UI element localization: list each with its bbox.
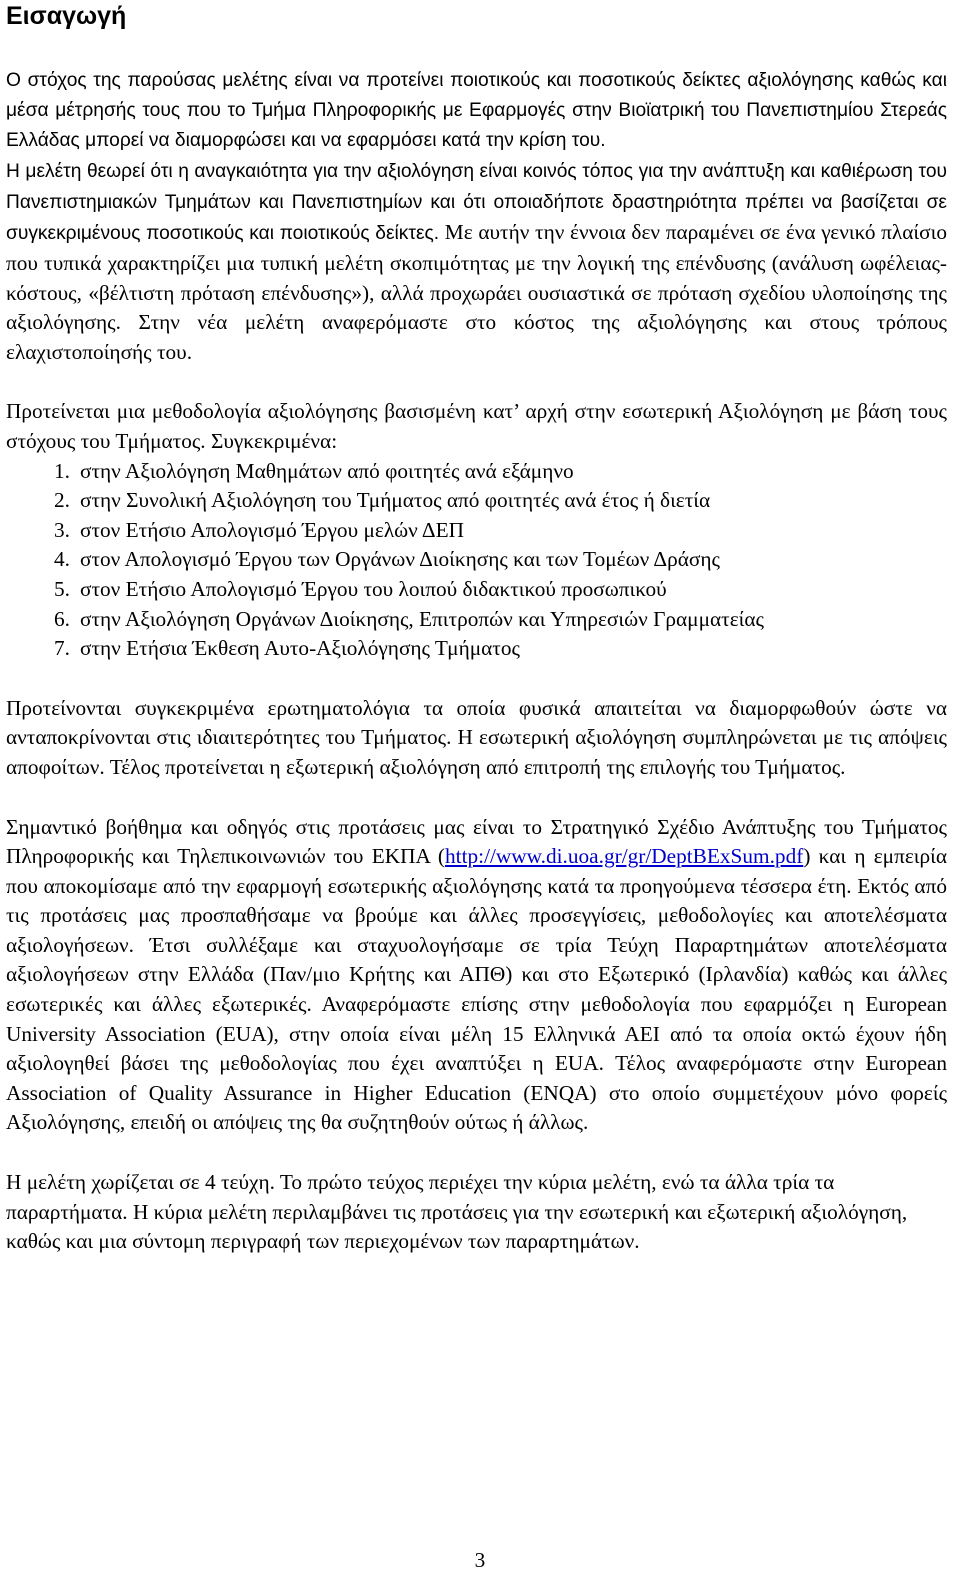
paragraph-spacer (6, 783, 947, 813)
structure-paragraph: Η μελέτη χωρίζεται σε 4 τεύχη. Το πρώτο τεύχος περιέχει την κύρια μελέτη, ενώ τα άλλα τρία τα παραρτήματα. Η κύρια μελέτη περιλαμβάνει τις προτάσεις για την εσωτερική και εξωτερική αξιολόγηση, καθώς και μια σύντομη περιγραφή των περιεχομένων των παραρτημάτων. (6, 1170, 908, 1254)
paragraph-spacer (6, 367, 947, 397)
section-heading: Εισαγωγή (6, 2, 127, 30)
list-item (6, 486, 947, 516)
page-number: 3 (474, 1548, 486, 1572)
strategic-plan-link[interactable]: http://www.di.uoa.gr/gr/DeptBExSum.pdf (445, 844, 804, 869)
list-item-number: 3. (54, 517, 70, 542)
sources-text-before-link: Σημαντικό βοήθημα και οδηγός στις προτάσεις μας είναι το Στρατηγικό Σχέδιο Ανάπτυξης του Τμήματος Πληροφορικής και Τηλεπικοινωνιών του ΕΚΠΑ ( (6, 814, 947, 869)
list-item (6, 545, 947, 575)
list-item-number: 7. (54, 636, 70, 661)
questionnaires-paragraph: Προτείνονται συγκεκριμένα ερωτηματολόγια τα οποία φυσικά απαιτείται να διαμορφωθούν ώστε να ανταποκρίνονται στις ιδιαιτερότητες του Τμήματος. Η εσωτερική αξιολόγηση συμπληρώνεται με τις απόψεις αποφοίτων. Τέλος προτείνεται η εξωτερική αξιολόγηση από επιτροπή της επιλογής του Τμήματος. (6, 695, 947, 779)
paragraph-spacer (6, 1138, 947, 1168)
list-item (6, 605, 947, 635)
list-item-text: στον Απολογισμό Έργου των Οργάνων Διοίκησης και των Τομέων Δράσης (80, 547, 720, 572)
list-item-text: στην Αξιολόγηση Μαθημάτων από φοιτητές ανά εξάμηνο (80, 458, 574, 483)
document-body (6, 66, 947, 1257)
list-item (6, 634, 947, 664)
list-item-text: στην Συνολική Αξιολόγηση του Τμήματος από φοιτητές ανά έτος ή διετία (80, 488, 711, 513)
list-item-text: στην Αξιολόγηση Οργάνων Διοίκησης, Επιτροπών και Υπηρεσιών Γραμματείας (80, 606, 764, 631)
list-item-number: 4. (54, 547, 70, 572)
list-item-text: στην Ετήσια Έκθεση Αυτο-Αξιολόγησης Τμήματος (80, 636, 520, 661)
list-item-number: 5. (54, 576, 70, 601)
intro-paragraph-2-sans: Η μελέτη θεωρεί ότι η αναγκαιότητα για την αξιολόγηση είναι κοινός τόπος για την ανάπτυξη και καθιέρωση του Πανεπιστημιακών Τμημάτων και Πανεπιστημίων και ότι οποιαδήποτε δραστηριότητα πρέπει να βασίζεται σε συγκεκριμένους ποσοτικούς και ποιοτικούς δείκτες. (6, 161, 947, 244)
list-item-text: στον Ετήσιο Απολογισμό Έργου μελών ΔΕΠ (80, 517, 465, 542)
sources-paragraph (6, 813, 947, 1139)
intro-paragraph-1: Ο στόχος της παρούσας μελέτης είναι να προτείνει ποιοτικούς και ποσοτικούς δείκτες αξιολόγησης καθώς και μέσα μέτρησής τους που το Τμήμα Πληροφορικής με Εφαρμογές στην Βιοϊατρική του Πανεπιστημίου Στερεάς Ελλάδας μπορεί να διαμορφώσει και να εφαρμόσει κατά την κρίση του. (6, 70, 947, 151)
intro-paragraph-2-serif: Με αυτήν την έννοια δεν παραμένει σε ένα γενικό πλαίσιο που τυπικά χαρακτηρίζει μια τυπική μελέτη σκοπιμότητας με την λογική της επένδυσης (ανάλυση ωφέλειας-κόστους, «βέλτιστη πρόταση επένδυσης»), αλλά προχωράει ουσιαστικά σε πρόταση σχεδίου υλοποίησης της αξιολόγησης. Στην νέα μελέτη αναφερόμαστε στο κόστος της αξιολόγησης και στους τρόπους ελαχιστοποίησής του. (6, 220, 947, 364)
methodology-paragraph: Προτείνεται μια μεθοδολογία αξιολόγησης βασισμένη κατ’ αρχή στην εσωτερική Αξιολόγηση με βάση τους στόχους του Τμήματος. Συγκεκριμένα: (6, 399, 947, 453)
list-item-text: στον Ετήσιο Απολογισμό Έργου του λοιπού διδακτικού προσωπικού (80, 576, 667, 601)
list-item (6, 516, 947, 546)
paragraph-spacer (6, 664, 947, 694)
list-item-number: 1. (54, 458, 70, 483)
list-item (6, 575, 947, 605)
list-item-number: 2. (54, 488, 70, 513)
evaluation-list (6, 457, 947, 664)
list-item-number: 6. (54, 606, 70, 631)
sources-text-after-link: ) και η εμπειρία που αποκομίσαμε από την εφαρμογή εσωτερικής αξιολόγησης κατά τα προηγούμενα τέσσερα έτη. Εκτός από τις προτάσεις μας προσπαθήσαμε να βρούμε και άλλες προσεγγίσεις, μεθοδολογίες και αποτελέσματα αξιολογήσεων. Έτσι συλλέξαμε και σταχυολογήσαμε σε τρία Τεύχη Παραρτημάτων αποτελέσματα αξιολογήσεων στην Ελλάδα (Παν/μιο Κρήτης και ΑΠΘ) και στο Εξωτερικό (Ιρλανδία) καθώς και άλλες εσωτερικές και άλλες εξωτερικές. Αναφερόμαστε επίσης στην μεθοδολογία που εφαρμόζει η European University Association (EUA), στην οποία είναι μέλη 15 Ελληνικά ΑΕΙ από τα οποία οκτώ έχουν ήδη αξιολογηθεί βάσει της μεθοδολογίας που έχει αναπτύξει η EUA. Τέλος αναφερόμαστε στην European Association of Quality Assurance in Higher Education (ENQA) στο οποίο συμμετέχουν μόνο φορείς Αξιολόγησης, επειδή οι απόψεις της θα συζητηθούν ούτως ή άλλως. (6, 844, 948, 1135)
intro-paragraph-2 (6, 156, 947, 367)
list-item (6, 457, 947, 487)
